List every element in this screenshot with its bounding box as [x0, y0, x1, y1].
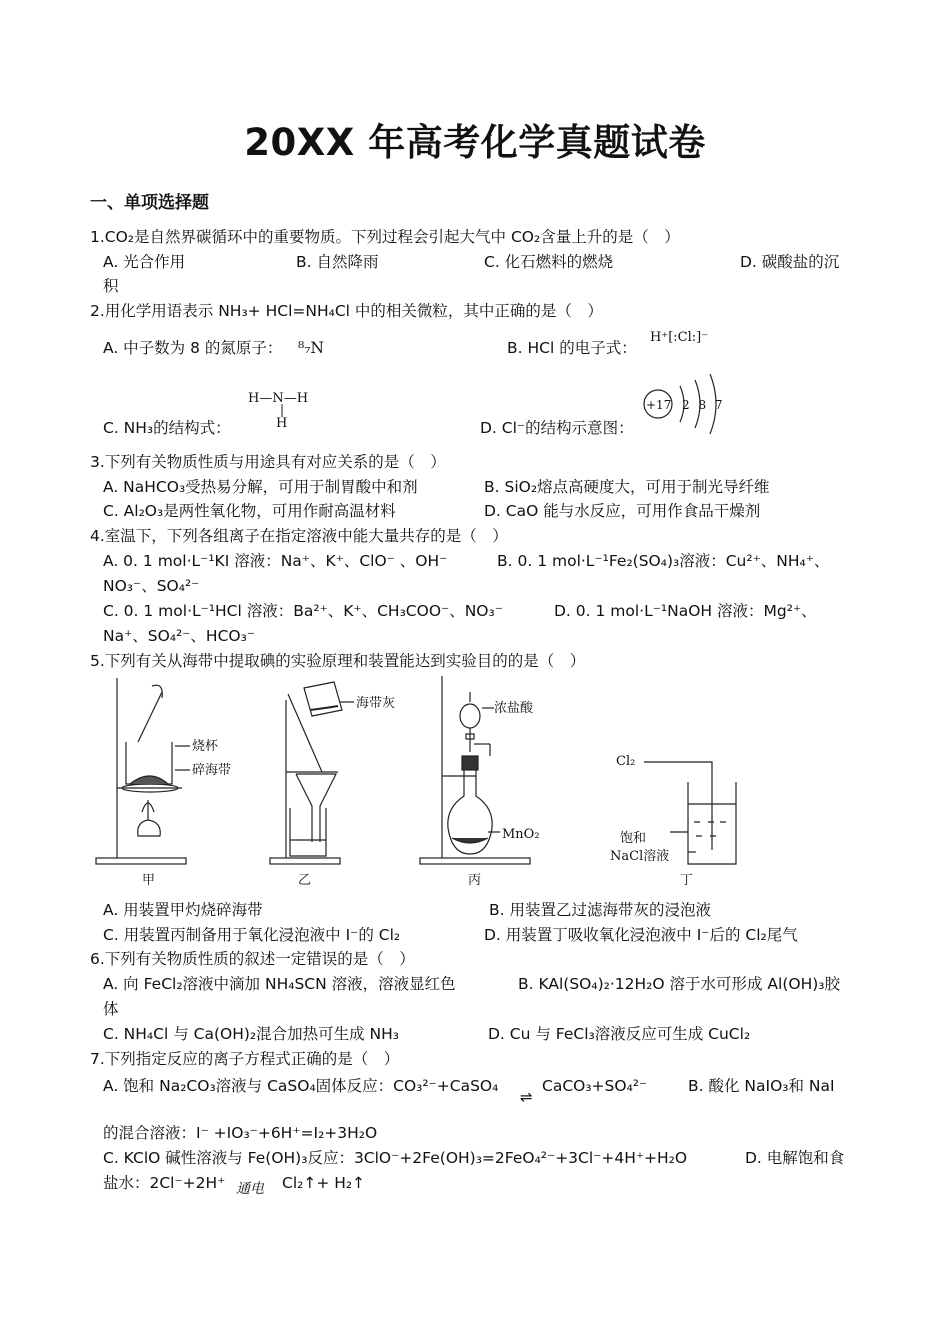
- q6-option-d[interactable]: D. Cu 与 FeCl₃溶液反应可生成 CuCl₂: [488, 1025, 751, 1043]
- q1-option-d-cont: 积: [103, 277, 119, 295]
- q4-option-a[interactable]: A. 0. 1 mol·L⁻¹KI 溶液：Na⁺、K⁺、ClO⁻ 、OH⁻: [103, 552, 448, 570]
- q1-option-b[interactable]: B. 自然降雨: [296, 253, 379, 271]
- q4-option-c[interactable]: C. 0. 1 mol·L⁻¹HCl 溶液：Ba²⁺、K⁺、CH₃COO⁻、NO₃⁻: [103, 602, 503, 620]
- page-title: 20XX 年高考化学真题试卷: [244, 121, 706, 164]
- q1-option-c[interactable]: C. 化石燃料的燃烧: [484, 253, 614, 271]
- label-mno2: MnO₂: [502, 827, 540, 842]
- q3-option-b[interactable]: B. SiO₂熔点高硬度大，可用于制光导纤维: [484, 478, 770, 496]
- section-heading: 一、单项选择题: [90, 193, 209, 213]
- q7-option-c[interactable]: C. KClO 碱性溶液与 Fe(OH)₃反应：3ClO⁻+2Fe(OH)₃=2FeO₄²⁻+3Cl⁻+4H⁺+H₂O: [103, 1149, 688, 1167]
- q5-option-b[interactable]: B. 用装置乙过滤海带灰的浸泡液: [489, 901, 711, 919]
- nh3-structural-formula-bottom: H: [276, 416, 288, 431]
- label-seaweed: 碎海带: [192, 763, 232, 778]
- label-cl2: Cl₂: [616, 754, 636, 769]
- q4-option-b[interactable]: B. 0. 1 mol·L⁻¹Fe₂(SO₄)₃溶液：Cu²⁺、NH₄⁺、: [497, 552, 830, 570]
- q6-option-b-cont: 体: [103, 1000, 119, 1018]
- q6-option-a[interactable]: A. 向 FeCl₂溶液中滴加 NH₄SCN 溶液，溶液显红色: [103, 975, 456, 993]
- q7-option-a-products: CaCO₃+SO₄²⁻: [542, 1077, 648, 1095]
- q7-option-d[interactable]: D. 电解饱和食: [745, 1149, 845, 1167]
- question-1-stem: 1.CO₂是自然界碳循环中的重要物质。下列过程会引起大气中 CO₂含量上升的是（ ）: [90, 228, 680, 246]
- question-6-stem: 6.下列有关物质性质的叙述一定错误的是（ ）: [90, 950, 415, 968]
- nitrogen-isotope-symbol: ⁸₇N: [298, 339, 324, 357]
- question-5-stem: 5.下列有关从海带中提取碘的实验原理和装置能达到实验目的的是（ ）: [90, 652, 586, 670]
- q7-option-a[interactable]: A. 饱和 Na₂CO₃溶液与 CaSO₄固体反应：CO₃²⁻+CaSO₄: [103, 1077, 499, 1095]
- question-7-stem: 7.下列指定反应的离子方程式正确的是（ ）: [90, 1050, 400, 1068]
- q3-option-c[interactable]: C. Al₂O₃是两性氧化物，可用作耐高温材料: [103, 502, 396, 520]
- equilibrium-arrow-icon: ⇌: [520, 1088, 533, 1106]
- q5-option-c[interactable]: C. 用装置丙制备用于氧化浸泡液中 I⁻的 Cl₂: [103, 926, 401, 944]
- label-acid: 浓盐酸: [494, 701, 534, 716]
- q7-option-d-cont: 盐水：2Cl⁻+2H⁺: [103, 1174, 226, 1192]
- label-beaker: 烧杯: [192, 739, 219, 754]
- label-yi: 乙: [298, 873, 312, 888]
- label-nacl-2: NaCl溶液: [610, 849, 670, 864]
- apparatus-jia: [96, 678, 190, 864]
- nh3-structural-formula-top: H—N—H: [248, 391, 309, 406]
- q3-option-a[interactable]: A. NaHCO₃受热易分解，可用于制胃酸中和剂: [103, 478, 418, 496]
- q4-option-b-cont: NO₃⁻、SO₄²⁻: [103, 577, 200, 595]
- question-4-stem: 4.室温下，下列各组离子在指定溶液中能大量共存的是（ ）: [90, 527, 508, 545]
- question-2-stem: 2.用化学用语表示 NH₃+ HCl=NH₄Cl 中的相关微粒，其中正确的是（ ）: [90, 302, 603, 320]
- label-ding: 丁: [680, 873, 694, 888]
- apparatus-figure: [90, 672, 860, 892]
- chloride-shell-electrons: 2 8 7: [682, 398, 723, 412]
- q5-option-a[interactable]: A. 用装置甲灼烧碎海带: [103, 901, 263, 919]
- label-jia: 甲: [142, 873, 156, 888]
- q1-option-a[interactable]: A. 光合作用: [103, 253, 186, 271]
- q1-option-d[interactable]: D. 碳酸盐的沉: [740, 253, 840, 271]
- q6-option-c[interactable]: C. NH₄Cl 与 Ca(OH)₂混合加热可生成 NH₃: [103, 1025, 399, 1043]
- label-ash: 海带灰: [356, 696, 396, 711]
- question-3-stem: 3.下列有关物质性质与用途具有对应关系的是（ ）: [90, 453, 446, 471]
- hcl-electron-formula: H⁺[:Cl:]⁻: [650, 330, 709, 345]
- label-nacl-1: 饱和: [620, 831, 647, 846]
- q2-option-c[interactable]: C. NH₃的结构式：: [103, 419, 231, 437]
- q5-option-d[interactable]: D. 用装置丁吸收氧化浸泡液中 I⁻后的 Cl₂尾气: [484, 926, 798, 944]
- q7-option-d-products: Cl₂↑+ H₂↑: [282, 1174, 366, 1192]
- q2-option-a[interactable]: A. 中子数为 8 的氮原子：: [103, 339, 283, 357]
- q6-option-b[interactable]: B. KAl(SO₄)₂·12H₂O 溶于水可形成 Al(OH)₃胶: [518, 975, 840, 993]
- q3-option-d[interactable]: D. CaO 能与水反应，可用作食品干燥剂: [484, 502, 761, 520]
- q4-option-d[interactable]: D. 0. 1 mol·L⁻¹NaOH 溶液：Mg²⁺、: [554, 602, 817, 620]
- q2-option-b[interactable]: B. HCl 的电子式：: [507, 339, 637, 357]
- q7-option-b[interactable]: B. 酸化 NaIO₃和 NaI: [688, 1077, 835, 1095]
- apparatus-yi: [270, 682, 354, 864]
- electrolysis-condition: 通电: [236, 1181, 264, 1197]
- chloride-nucleus-charge: +17: [646, 398, 672, 412]
- q2-option-d[interactable]: D. Cl⁻的结构示意图：: [480, 419, 634, 437]
- label-bing: 丙: [468, 873, 482, 888]
- q4-option-d-cont: Na⁺、SO₄²⁻、HCO₃⁻: [103, 627, 255, 645]
- q7-option-b-cont: 的混合溶液：I⁻ +IO₃⁻+6H⁺=I₂+3H₂O: [103, 1124, 378, 1142]
